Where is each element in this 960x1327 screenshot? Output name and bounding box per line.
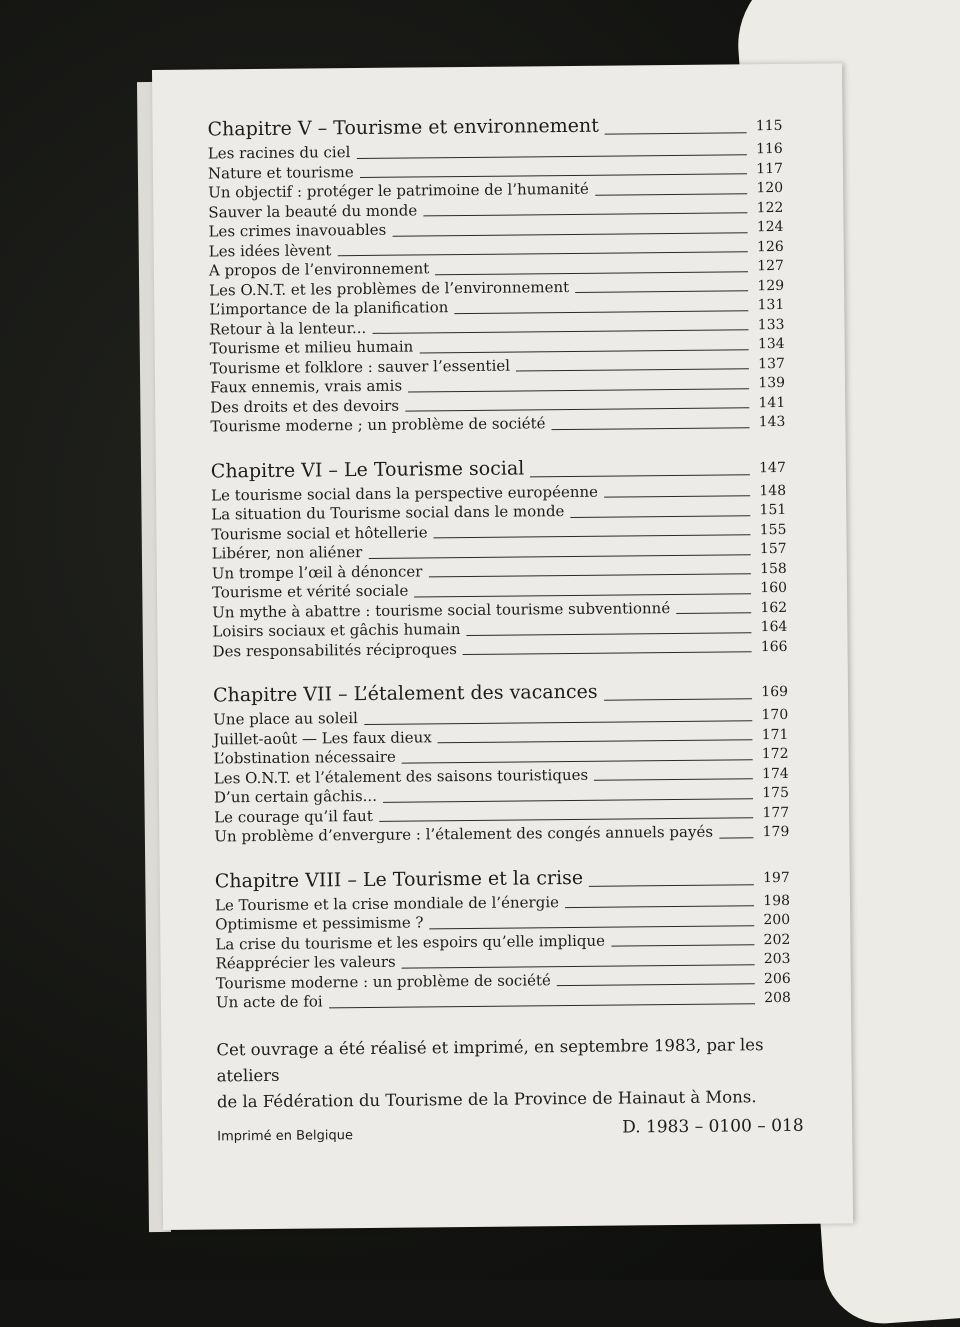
toc-entry-page-number: 175 (762, 784, 790, 802)
leader-line (402, 758, 753, 763)
toc-entry-page-number: 148 (759, 482, 787, 499)
colophon-line-1: Cet ouvrage a été réalisé et imprimé, en septembre 1983, par les ateliers (216, 1035, 764, 1086)
chapter-heading-title: Chapitre VII – L’étalement des vacances (212, 680, 598, 707)
legal-deposit-number: D. 1983 – 0100 – 018 (622, 1115, 804, 1138)
colophon (216, 1032, 817, 1116)
chapter-heading-page-number: 115 (755, 117, 783, 135)
toc-entry-title: Sauver la beauté du monde (208, 200, 418, 221)
toc-entry-title: Un objectif : protéger le patrimoine de l’humanité (208, 179, 589, 202)
leader-line (530, 473, 750, 477)
book-page (152, 63, 853, 1230)
toc-entry-title: Un mythe à abattre : tourisme social tourisme subventionné (212, 598, 671, 621)
toc-entry-title: Tourisme et folklore : sauver l’essentiel (209, 356, 511, 377)
toc-entry-page-number: 155 (759, 521, 787, 538)
toc-entry-page-number: 141 (758, 394, 786, 411)
leader-line (467, 631, 752, 636)
toc-entry-title: A propos de l’environnement (208, 259, 430, 280)
toc-entry-title: Nature et tourisme (207, 162, 354, 182)
leader-line (360, 172, 747, 178)
toc-entry-title: Le Tourisme et la crise mondiale de l’énergie (214, 892, 560, 914)
toc-entry-page-number: 202 (763, 931, 791, 948)
toc-entry (214, 822, 789, 847)
toc-entry-page-number: 174 (761, 765, 789, 782)
leader-line (430, 924, 755, 929)
toc-entry-title: Tourisme moderne ; un problème de société (210, 414, 546, 436)
toc-entry-page-number: 160 (760, 579, 788, 597)
toc-entry-title: Tourisme et vérité sociale (211, 581, 409, 602)
toc-entry (210, 412, 785, 437)
toc-entry (216, 988, 791, 1013)
leader-line (434, 533, 751, 538)
toc-entry-page-number: 198 (763, 892, 791, 909)
colophon-line-2: de la Fédération du Tourisme de la Province de Hainaut à Mons. (216, 1087, 757, 1112)
toc-entry-page-number: 124 (756, 218, 784, 236)
leader-line (372, 328, 748, 334)
toc-entry-page-number: 139 (758, 374, 786, 392)
toc-entry-page-number: 117 (756, 160, 784, 177)
toc-entry-title: L’importance de la planification (209, 298, 449, 319)
chapter-heading-page-number: 197 (762, 869, 790, 886)
toc-entry-page-number: 164 (760, 618, 788, 636)
leader-line (565, 904, 754, 908)
toc-entry-title: Tourisme moderne : un problème de société (215, 970, 551, 992)
leader-line (423, 211, 747, 216)
toc-entry-page-number: 131 (757, 296, 785, 314)
toc-entry-page-number: 208 (764, 989, 792, 1007)
toc-entry (212, 636, 787, 661)
toc-entry-page-number: 171 (761, 726, 789, 743)
toc-entry-title: Les crimes inavouables (208, 220, 387, 241)
toc-section (213, 678, 790, 847)
leader-line (435, 270, 748, 275)
toc-entry-page-number: 206 (763, 970, 791, 987)
toc-entry-page-number: 120 (756, 179, 784, 197)
leader-line (595, 192, 747, 195)
leader-line (604, 697, 752, 700)
toc-entry-title: Une place au soleil (213, 709, 359, 729)
leader-line (719, 836, 753, 838)
toc-entry-page-number: 162 (760, 599, 788, 616)
toc-entry-title: Optimisme et pessimisme ? (215, 913, 424, 934)
toc-entry-page-number: 116 (755, 140, 783, 158)
leader-line (575, 289, 748, 293)
leader-line (611, 943, 754, 946)
toc-entry-title: Un trompe l’œil à dénoncer (211, 561, 423, 582)
chapter-heading (213, 678, 788, 709)
toc-entry-title: Un acte de foi (215, 992, 323, 1012)
toc-entry-page-number: 177 (762, 804, 790, 821)
toc-entry-page-number: 170 (761, 706, 789, 724)
toc-entry-title: La situation du Tourisme social dans le monde (211, 502, 565, 524)
toc-entry-title: Le tourisme social dans la perspective européenne (210, 482, 599, 504)
toc-entry-title: Juillet-août — Les faux dieux (213, 727, 432, 748)
leader-line (379, 816, 753, 822)
chapter-heading-title: Chapitre VI – Le Tourisme social (210, 456, 525, 482)
toc-entry-title: Tourisme et milieu humain (209, 337, 414, 358)
toc-entry-title: Loisirs sociaux et gâchis humain (212, 620, 461, 641)
leader-line (605, 131, 747, 134)
toc-entry-page-number: 179 (762, 823, 790, 841)
toc-entry-page-number: 137 (758, 355, 785, 372)
toc-entry-title: D’un certain gâchis... (213, 786, 378, 807)
leader-line (356, 153, 746, 159)
chapter-heading-title: Chapitre V – Tourisme et environnement (207, 114, 599, 141)
toc-entry-title: Le courage qu’il faut (214, 806, 373, 826)
toc-entry-page-number: 151 (759, 501, 787, 519)
toc-entry-page-number: 127 (757, 257, 784, 275)
toc-entry-title: Les O.N.T. et les problèmes de l’environnement (209, 277, 570, 299)
toc-section (215, 863, 791, 1013)
toc-entry-title: Les O.N.T. et l’étalement des saisons touristiques (213, 765, 589, 787)
toc-entry-title: Un problème d’envergure : l’étalement des congés annuels payés (214, 822, 714, 846)
leader-line (589, 883, 754, 887)
toc-entry-title: L’obstination nécessaire (213, 747, 396, 768)
chapter-heading (207, 112, 782, 143)
leader-line (337, 250, 747, 256)
toc-entry-page-number: 157 (759, 540, 787, 558)
toc-entry-title: Libérer, non aliéner (211, 543, 363, 563)
toc-entry-page-number: 166 (760, 638, 788, 655)
chapter-heading-page-number: 147 (759, 459, 786, 476)
leader-line (428, 572, 750, 577)
leader-line (383, 797, 753, 803)
toc-entry-title: Les racines du ciel (207, 143, 351, 163)
toc-entry-title: Retour à la lenteur... (209, 318, 367, 338)
printed-in-label: Imprimé en Belgique (217, 1128, 354, 1145)
leader-line (405, 406, 749, 411)
leader-line (414, 592, 751, 597)
toc-entry-page-number: 122 (756, 199, 784, 216)
leader-line (552, 426, 750, 430)
toc-entry-page-number: 203 (763, 950, 791, 968)
leader-line (516, 367, 749, 371)
toc-entry-title: Des responsabilités réciproques (212, 639, 457, 660)
leader-line (454, 309, 748, 314)
leader-line (329, 1002, 755, 1008)
leader-line (604, 494, 750, 497)
toc-section (207, 112, 785, 437)
leader-line (557, 982, 755, 986)
chapter-heading (215, 863, 790, 894)
leader-line (463, 650, 752, 655)
toc-entry-title: Faux ennemis, vrais amis (209, 376, 403, 397)
toc-entry-page-number: 134 (757, 335, 785, 353)
toc-entry-page-number: 129 (757, 277, 785, 294)
table-of-contents (207, 112, 791, 1035)
leader-line (408, 387, 749, 392)
toc-entry-page-number: 200 (763, 911, 791, 929)
leader-line (402, 963, 755, 968)
leader-line (594, 777, 753, 781)
leader-line (392, 231, 747, 236)
leader-line (364, 719, 752, 725)
toc-entry-page-number: 172 (761, 745, 789, 763)
leader-line (570, 514, 750, 518)
chapter-heading-page-number: 169 (761, 683, 789, 701)
toc-entry-title: Réapprécier les valeurs (215, 952, 396, 973)
leader-line (676, 611, 751, 614)
leader-line (368, 553, 750, 559)
leader-line (419, 348, 748, 353)
toc-entry-title: La crise du tourisme et les espoirs qu’elle implique (215, 931, 606, 953)
leader-line (438, 738, 753, 743)
toc-entry-page-number: 133 (757, 316, 785, 333)
toc-entry-page-number: 126 (756, 238, 784, 255)
toc-section (211, 453, 788, 661)
toc-entry-title: Tourisme social et hôtellerie (211, 522, 428, 543)
toc-entry-title: Des droits et des devoirs (210, 396, 400, 416)
chapter-heading-title: Chapitre VIII – Le Tourisme et la crise (214, 866, 584, 892)
toc-entry-page-number: 143 (758, 413, 786, 431)
chapter-heading (211, 453, 786, 484)
toc-entry-title: Les idées lèvent (208, 240, 332, 260)
toc-entry-page-number: 158 (760, 560, 787, 577)
